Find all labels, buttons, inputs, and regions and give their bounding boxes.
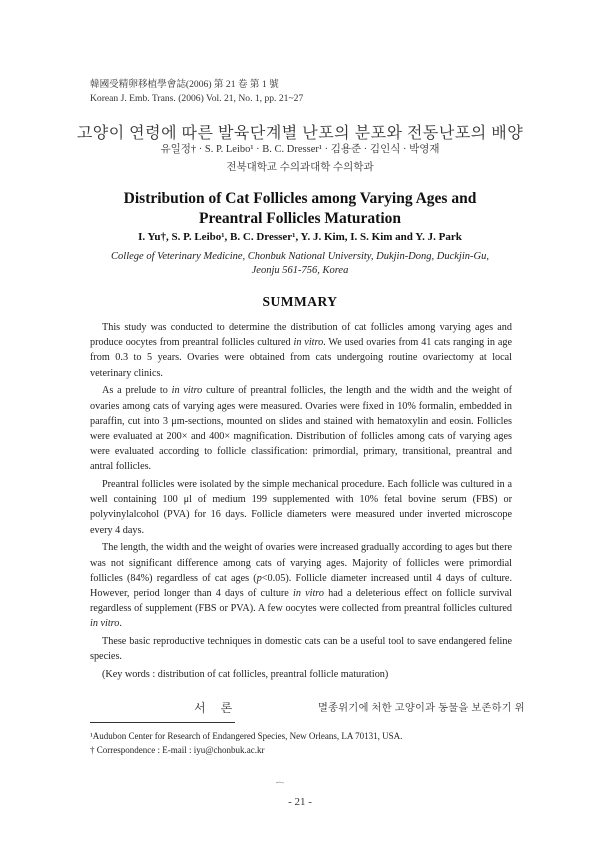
summary-paragraph-2: As a prelude to in vitro culture of preantral follicles, the length and the width and the weight of ovaries among cats of varying ages were measured. Ovaries were fixed in 10% formalin, embedded in paraffin, cut into 3 μm-sections, mounted on slides and stained with hematoxylin and eosin. Follicles were evaluated at 200× and 400× magnification. Distribution of follicles among cats of varying ages were evaluated according to follicle classification: primordial, primary, transitional, preantral and antral follicles. <box>90 385 512 473</box>
summary-paragraph-5: These basic reproductive techniques in domestic cats can be a useful tool to save endangered feline species. <box>90 636 512 663</box>
scan-mark-icon <box>276 781 284 784</box>
english-affiliation <box>0 250 600 278</box>
english-affiliation-line-2: Jeonju 561-756, Korea <box>251 265 349 276</box>
introduction-heading: 서 론 <box>194 701 239 715</box>
summary-heading: SUMMARY <box>262 294 338 309</box>
korean-title: 고양이 연령에 따른 발육단계별 난포의 분포와 전동난포의 배양 <box>76 125 524 142</box>
footnote-affiliation: ¹Audubon Center for Research of Endangered Species, New Orleans, LA 70131, USA. <box>90 731 403 741</box>
english-title <box>0 189 600 229</box>
korean-affiliation: 전북대학교 수의과대학 수의학과 <box>226 162 374 173</box>
page-number: - 21 - <box>288 796 312 808</box>
keywords: (Key words : distribution of cat follicles, preantral follicle maturation) <box>102 668 389 680</box>
english-affiliation-line-1: College of Veterinary Medicine, Chonbuk National University, Dukjin-Dong, Duckjin-Gu, <box>111 251 489 262</box>
english-title-line-2: Preantral Follicles Maturation <box>198 210 402 227</box>
summary-body <box>90 320 512 685</box>
korean-authors: 유일정† · S. P. Leibo¹ · B. C. Dresser¹ · 김용준 · 김인식 · 박영재 <box>160 144 440 155</box>
summary-paragraph-1: This study was conducted to determine the distribution of cat follicles among varying ages and produce oocytes from preantral follicles cultured in vitro. We used ovaries from 41 cats ranging in age from 0.3 to 5 years. Ovaries were obtained from cats undergoing routine ovariectomy at local veterinary clinics. <box>90 322 512 379</box>
journal-citation-english: Korean J. Emb. Trans. (2006) Vol. 21, No. 1, pp. 21~27 <box>90 93 304 104</box>
footnote-correspondence: † Correspondence : E-mail : iyu@chonbuk.ac.kr <box>90 745 265 755</box>
english-title-line-1: Distribution of Cat Follicles among Varying Ages and <box>123 190 477 207</box>
english-authors: I. Yu†, S. P. Leibo¹, B. C. Dresser¹, Y. J. Kim, I. S. Kim and Y. J. Park <box>138 231 462 243</box>
introduction-first-line: 멸종위기에 처한 고양이과 동물을 보존하기 위 <box>318 703 525 714</box>
journal-citation-korean: 韓國受精卵移植學會誌(2006) 第 21 卷 第 1 號 <box>90 79 279 90</box>
footnote-divider <box>90 722 235 723</box>
summary-paragraph-3: Preantral follicles were isolated by the simple mechanical procedure. Each follicle was cultured in a well containing 100 μl of medium 199 supplemented with 10% fetal bovine serum (FBS) or polyvinylalcohol (PVA) for 16 days. Follicle diameters were measured under inverted microscope every 4 days. <box>90 479 512 536</box>
summary-paragraph-4: The length, the width and the weight of ovaries were increased gradually according to ages but there was not significant difference among cats of varying ages. Majority of follicles were primordial follicles (84%) regardless of cat ages (p<0.05). Follicle diameter increased until 4 days of culture. However, period longer than 4 days of culture in vitro had a deleterious effect on follicle survival regardless of supplement (FBS or PVA). A few oocytes were collected from preantral follicles cultured in vitro. <box>90 542 512 630</box>
